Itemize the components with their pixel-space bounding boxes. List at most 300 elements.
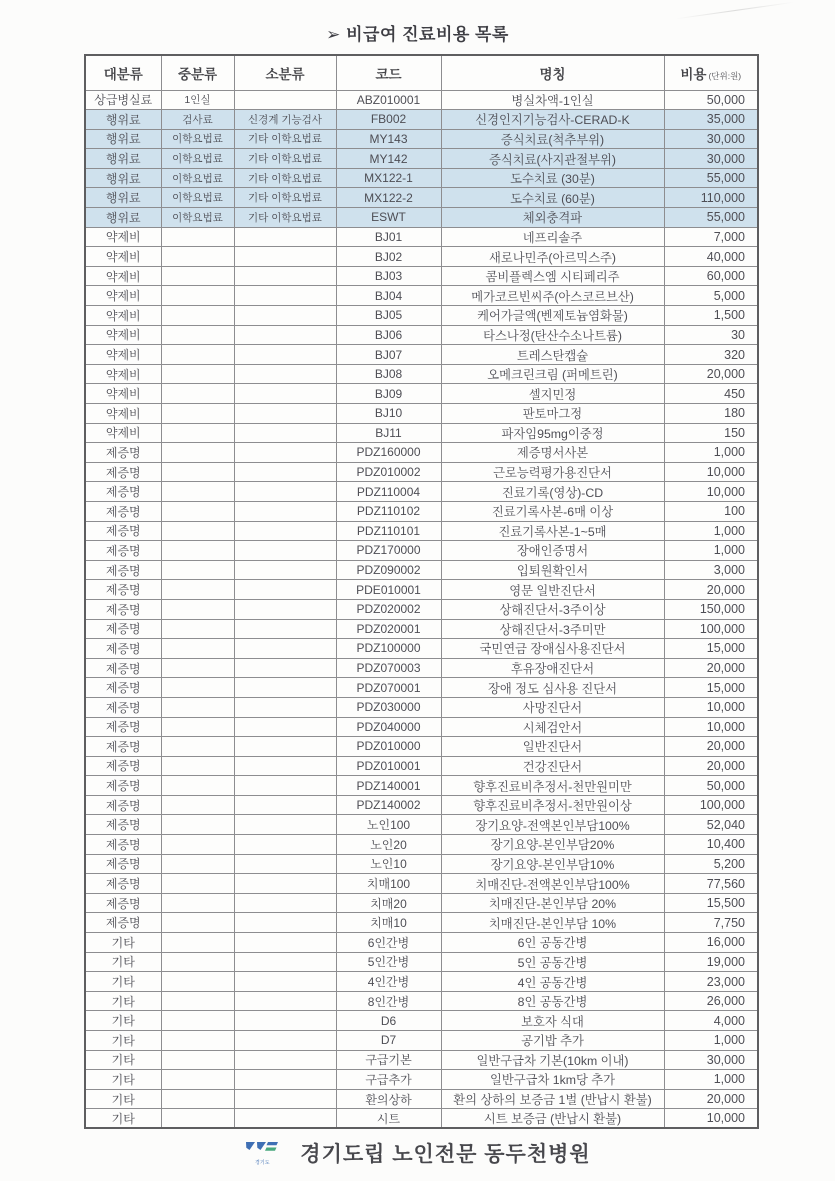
cell-price: 15,000 [664,678,758,698]
cell-category-major: 상급병실료 [85,90,161,110]
table-row [85,1070,758,1090]
header-cell-code: 코드 [336,55,441,90]
table-row [85,619,758,639]
cell-category-major: 제증명 [85,501,161,521]
cell-category-major: 기타 [85,972,161,992]
header-cell-name: 명칭 [441,55,664,90]
table-row [85,168,758,188]
cell-category-major: 제증명 [85,658,161,678]
table-row [85,639,758,659]
cell-category-major: 기타 [85,1031,161,1051]
cell-price: 52,040 [664,815,758,835]
cell-category-middle [161,247,234,267]
table-row [85,717,758,737]
cell-category-minor [234,364,336,384]
cell-code: 시트 [336,1109,441,1129]
cell-price: 20,000 [664,658,758,678]
cell-category-major: 기타 [85,1050,161,1070]
cell-item-name: 판토마그정 [441,404,664,424]
table-row [85,599,758,619]
cell-category-minor: 기타 이학요법료 [234,129,336,149]
cell-category-major: 행위료 [85,149,161,169]
cell-category-middle [161,933,234,953]
cell-price: 150 [664,423,758,443]
table-row [85,952,758,972]
cell-category-middle [161,384,234,404]
cell-price: 3,000 [664,560,758,580]
table-row [85,149,758,169]
table-row [85,972,758,992]
cell-category-minor [234,933,336,953]
page-title: ➢ 비급여 진료비용 목록 [326,25,509,44]
cell-price: 5,200 [664,854,758,874]
cell-category-minor [234,501,336,521]
cell-category-minor [234,599,336,619]
cell-code: PDZ040000 [336,717,441,737]
table-row [85,1031,758,1051]
cell-category-middle [161,266,234,286]
cell-category-minor: 기타 이학요법료 [234,188,336,208]
cell-category-major: 약제비 [85,325,161,345]
cell-price: 1,500 [664,306,758,326]
cell-item-name: 상해진단서-3주이상 [441,599,664,619]
cell-category-minor [234,619,336,639]
cell-category-minor: 기타 이학요법료 [234,149,336,169]
cell-price: 150,000 [664,599,758,619]
cell-category-middle [161,423,234,443]
cell-category-major: 기타 [85,952,161,972]
cell-price: 4,000 [664,1011,758,1031]
cell-code: MY143 [336,129,441,149]
cell-price: 110,000 [664,188,758,208]
cell-item-name: 셀지민정 [441,384,664,404]
cell-code: PDZ110102 [336,501,441,521]
cell-category-middle: 이학요법료 [161,129,234,149]
cell-category-middle [161,756,234,776]
cell-code: BJ06 [336,325,441,345]
cell-category-minor [234,756,336,776]
cell-category-minor [234,854,336,874]
cell-code: 구급추가 [336,1070,441,1090]
cell-category-middle [161,913,234,933]
cell-price: 30,000 [664,129,758,149]
cell-category-major: 제증명 [85,795,161,815]
cell-item-name: 도수치료 (30분) [441,168,664,188]
table-row [85,795,758,815]
cell-category-minor: 신경계 기능검사 [234,110,336,130]
cell-category-middle [161,619,234,639]
cell-price: 1,000 [664,1031,758,1051]
cell-code: ABZ010001 [336,90,441,110]
cell-category-middle [161,717,234,737]
cell-price: 180 [664,404,758,424]
cell-code: PDZ070003 [336,658,441,678]
cell-price: 20,000 [664,756,758,776]
cell-price: 100 [664,501,758,521]
cell-item-name: 5인 공동간병 [441,952,664,972]
cell-category-minor [234,1070,336,1090]
cell-item-name: 장애 정도 심사용 진단서 [441,678,664,698]
cell-price: 7,000 [664,227,758,247]
cell-category-middle: 이학요법료 [161,149,234,169]
cell-code: BJ08 [336,364,441,384]
cell-item-name: 치매진단-본인부담 20% [441,893,664,913]
cell-category-minor [234,1109,336,1129]
table-row [85,697,758,717]
cell-category-minor [234,462,336,482]
cell-item-name: 오메크린크림 (퍼메트린) [441,364,664,384]
cell-code: 6인간병 [336,933,441,953]
table-row [85,501,758,521]
cell-price: 5,000 [664,286,758,306]
table-row [85,90,758,110]
cell-price: 10,000 [664,1109,758,1129]
cell-code: 환의상하 [336,1089,441,1109]
cell-item-name: 네프리솔주 [441,227,664,247]
table-row [85,364,758,384]
table-row [85,737,758,757]
cell-category-major: 행위료 [85,168,161,188]
cell-category-major: 약제비 [85,404,161,424]
cell-price: 26,000 [664,991,758,1011]
cell-price: 100,000 [664,795,758,815]
cell-item-name: 증식치료(척추부위) [441,129,664,149]
cell-price: 10,400 [664,835,758,855]
cell-item-name: 장기요양-본인부담20% [441,835,664,855]
cell-item-name: 제증명서사본 [441,443,664,463]
cell-category-major: 행위료 [85,188,161,208]
cell-item-name: 콤비플렉스엠 시티페리주 [441,266,664,286]
table-row [85,266,758,286]
cell-category-minor [234,639,336,659]
table-row [85,933,758,953]
cell-category-middle [161,854,234,874]
table-row [85,306,758,326]
cell-price: 19,000 [664,952,758,972]
table-row [85,893,758,913]
cell-category-middle [161,1089,234,1109]
cell-code: 치매20 [336,893,441,913]
cell-category-major: 제증명 [85,697,161,717]
cell-category-middle [161,541,234,561]
header-cell-cat3: 소분류 [234,55,336,90]
cell-item-name: 4인 공동간병 [441,972,664,992]
cell-item-name: 8인 공동간병 [441,991,664,1011]
cell-category-middle [161,560,234,580]
table-row [85,835,758,855]
cell-category-middle [161,1109,234,1129]
cell-price: 10,000 [664,697,758,717]
table-row [85,913,758,933]
cell-category-minor [234,227,336,247]
table-row [85,815,758,835]
cell-code: PDZ020002 [336,599,441,619]
table-row [85,1011,758,1031]
cell-category-major: 제증명 [85,854,161,874]
cell-code: PDZ020001 [336,619,441,639]
cell-category-middle [161,1070,234,1090]
cell-category-middle [161,443,234,463]
cell-category-major: 약제비 [85,247,161,267]
cell-category-middle [161,521,234,541]
cell-price: 35,000 [664,110,758,130]
cell-category-major: 제증명 [85,717,161,737]
cell-item-name: 시트 보증금 (반납시 환불) [441,1109,664,1129]
cell-code: BJ10 [336,404,441,424]
cell-category-middle [161,815,234,835]
table-row [85,854,758,874]
cell-category-major: 제증명 [85,580,161,600]
cell-item-name: 메가코르빈씨주(아스코르브산) [441,286,664,306]
cell-item-name: 향후진료비추정서-천만원미만 [441,776,664,796]
cell-category-middle [161,952,234,972]
cell-category-middle [161,364,234,384]
cell-code: FB002 [336,110,441,130]
cell-code: PDZ010001 [336,756,441,776]
hospital-name: 경기도립 노인전문 동두천병원 [300,1143,591,1167]
cell-code: PDZ170000 [336,541,441,561]
cell-price: 77,560 [664,874,758,894]
cell-code: PDZ090002 [336,560,441,580]
cell-code: PDZ140001 [336,776,441,796]
cell-item-name: 환의 상하의 보증금 1벌 (반납시 환불) [441,1089,664,1109]
cell-code: 노인20 [336,835,441,855]
cell-price: 10,000 [664,462,758,482]
table-row [85,1109,758,1129]
cell-category-minor [234,1011,336,1031]
table-row [85,384,758,404]
cell-code: 구급기본 [336,1050,441,1070]
cell-code: PDZ010000 [336,737,441,757]
cell-code: MX122-1 [336,168,441,188]
cell-category-major: 제증명 [85,639,161,659]
cell-price: 30,000 [664,149,758,169]
cell-code: BJ09 [336,384,441,404]
cell-item-name: 일반구급차 1km당 추가 [441,1070,664,1090]
cell-code: 노인100 [336,815,441,835]
cell-category-minor [234,404,336,424]
cell-category-middle [161,325,234,345]
cell-item-name: 트레스탄캡슐 [441,345,664,365]
cell-category-minor [234,345,336,365]
cell-category-middle [161,639,234,659]
cell-category-major: 행위료 [85,129,161,149]
table-row [85,776,758,796]
cell-category-major: 행위료 [85,208,161,228]
cell-code: PDE010001 [336,580,441,600]
cell-category-middle [161,482,234,502]
table-row [85,227,758,247]
gyeonggi-province-logo [244,1140,280,1166]
cell-category-middle [161,286,234,306]
cell-category-major: 약제비 [85,423,161,443]
cell-category-middle [161,345,234,365]
cell-item-name: 장기요양-본인부담10% [441,854,664,874]
cell-category-major: 제증명 [85,756,161,776]
cell-code: PDZ100000 [336,639,441,659]
cell-code: 5인간병 [336,952,441,972]
cell-category-minor [234,541,336,561]
cell-category-major: 제증명 [85,737,161,757]
cell-price: 15,000 [664,639,758,659]
cell-category-minor [234,835,336,855]
table-row [85,208,758,228]
cell-item-name: 파자임95mg이중정 [441,423,664,443]
cell-category-major: 제증명 [85,893,161,913]
table-row [85,580,758,600]
cell-category-major: 기타 [85,1070,161,1090]
cell-category-minor: 기타 이학요법료 [234,208,336,228]
cell-code: BJ03 [336,266,441,286]
cell-item-name: 치매진단-본인부담 10% [441,913,664,933]
cell-item-name: 근로능력평가용진단서 [441,462,664,482]
cell-item-name: 증식치료(사지관절부위) [441,149,664,169]
cell-price: 1,000 [664,1070,758,1090]
table-row [85,462,758,482]
cell-price: 20,000 [664,364,758,384]
cell-price: 55,000 [664,208,758,228]
cell-category-minor [234,423,336,443]
cell-category-middle: 1인실 [161,90,234,110]
cell-category-minor [234,815,336,835]
cell-category-minor [234,266,336,286]
cell-category-minor [234,521,336,541]
cell-price: 20,000 [664,737,758,757]
cell-item-name: 국민연금 장애심사용진단서 [441,639,664,659]
header-cell-cat1: 대분류 [85,55,161,90]
cell-category-minor [234,90,336,110]
cell-item-name: 병실차액-1인실 [441,90,664,110]
cell-category-major: 행위료 [85,110,161,130]
header-cell-price [664,55,758,90]
cell-category-major: 약제비 [85,266,161,286]
cell-item-name: 영문 일반진단서 [441,580,664,600]
cell-category-middle [161,501,234,521]
cell-price: 7,750 [664,913,758,933]
cell-item-name: 신경인지기능검사-CERAD-K [441,110,664,130]
cell-code: BJ11 [336,423,441,443]
table-row [85,678,758,698]
table-row [85,286,758,306]
cell-item-name: 치매진단-전액본인부담100% [441,874,664,894]
cell-category-major: 제증명 [85,599,161,619]
cell-price: 10,000 [664,482,758,502]
cell-item-name: 새로나민주(아르믹스주) [441,247,664,267]
cell-price: 1,000 [664,541,758,561]
cell-category-major: 기타 [85,1109,161,1129]
cell-code: MY142 [336,149,441,169]
table-row [85,521,758,541]
cell-code: 8인간병 [336,991,441,1011]
table-row [85,129,758,149]
cell-category-minor [234,991,336,1011]
cell-item-name: 공기밥 추가 [441,1031,664,1051]
table-row [85,1089,758,1109]
cell-category-minor: 기타 이학요법료 [234,168,336,188]
cell-category-minor [234,580,336,600]
cell-category-middle: 이학요법료 [161,208,234,228]
cell-code: PDZ070001 [336,678,441,698]
cell-category-minor [234,482,336,502]
cell-item-name: 타스나정(탄산수소나트륨) [441,325,664,345]
cell-code: PDZ030000 [336,697,441,717]
cell-item-name: 상해진단서-3주미만 [441,619,664,639]
cell-category-middle [161,1011,234,1031]
cell-price: 1,000 [664,521,758,541]
gyeonggi-logo-text: 경기도 [255,1160,270,1167]
cell-price: 450 [664,384,758,404]
cell-category-middle: 검사료 [161,110,234,130]
cell-category-minor [234,893,336,913]
cell-category-minor [234,952,336,972]
cell-item-name: 보호자 식대 [441,1011,664,1031]
cell-category-middle [161,776,234,796]
header-row [85,55,758,90]
cell-item-name: 사망진단서 [441,697,664,717]
cell-category-major: 제증명 [85,521,161,541]
table-row [85,110,758,130]
cell-price: 100,000 [664,619,758,639]
cell-category-major: 제증명 [85,913,161,933]
cell-code: BJ04 [336,286,441,306]
cell-price: 40,000 [664,247,758,267]
table-row [85,482,758,502]
cell-price: 50,000 [664,90,758,110]
cell-price: 50,000 [664,776,758,796]
fee-table [84,54,759,1129]
cell-code: D7 [336,1031,441,1051]
cell-category-middle [161,404,234,424]
cell-category-major: 제증명 [85,443,161,463]
cell-category-middle [161,227,234,247]
cell-category-middle [161,658,234,678]
table-row [85,325,758,345]
cell-item-name: 시체검안서 [441,717,664,737]
cell-price: 60,000 [664,266,758,286]
header-cell-cat2: 중분류 [161,55,234,90]
cell-category-major: 제증명 [85,482,161,502]
table-row [85,756,758,776]
cell-code: PDZ140002 [336,795,441,815]
price-unit-label: (단위:원) [708,70,742,81]
cell-category-minor [234,247,336,267]
cell-code: BJ05 [336,306,441,326]
cell-price: 16,000 [664,933,758,953]
cell-category-major: 약제비 [85,364,161,384]
cell-item-name: 도수치료 (60분) [441,188,664,208]
cell-category-middle [161,893,234,913]
footer [0,1138,835,1168]
cell-code: PDZ110004 [336,482,441,502]
cell-price: 23,000 [664,972,758,992]
cell-item-name: 진료기록사본-6매 이상 [441,501,664,521]
cell-category-minor [234,874,336,894]
table-row [85,423,758,443]
cell-category-middle [161,737,234,757]
table-row [85,247,758,267]
cell-category-major: 기타 [85,991,161,1011]
cell-code: MX122-2 [336,188,441,208]
cell-price: 20,000 [664,580,758,600]
cell-category-minor [234,286,336,306]
cell-category-minor [234,737,336,757]
cell-category-minor [234,795,336,815]
cell-category-middle [161,678,234,698]
cell-category-minor [234,560,336,580]
cell-item-name: 일반진단서 [441,737,664,757]
cell-category-minor [234,678,336,698]
cell-category-middle [161,991,234,1011]
